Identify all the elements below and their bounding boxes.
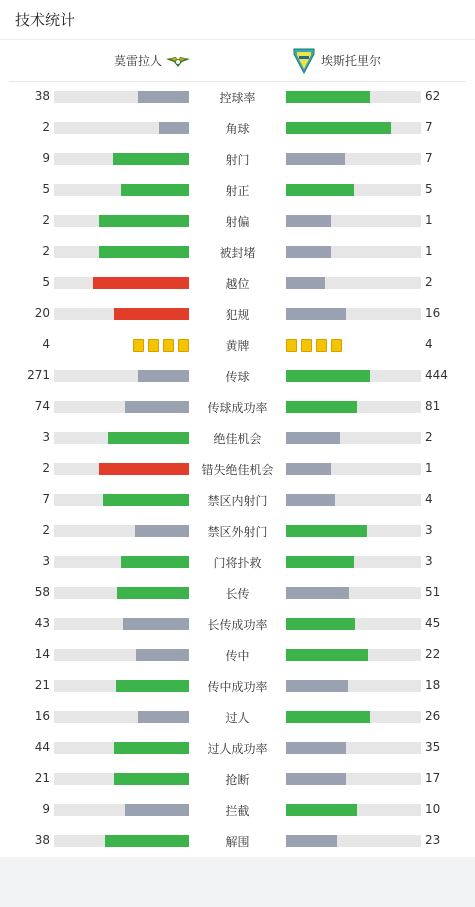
away-bar-track (286, 432, 421, 444)
away-value: 18 (425, 678, 441, 692)
stat-row (0, 609, 475, 640)
stat-row (0, 330, 475, 361)
stat-label: 传球 (225, 370, 250, 384)
home-bar-track (54, 370, 189, 382)
home-bar (135, 525, 189, 537)
stat-label: 长传 (225, 587, 250, 601)
stat-label: 解围 (225, 835, 250, 849)
away-value: 10 (425, 802, 441, 816)
home-bar-track (54, 308, 189, 320)
home-bar (114, 773, 189, 785)
stat-label: 射偏 (225, 215, 250, 229)
stat-row (0, 82, 475, 113)
away-bar (286, 742, 346, 754)
away-value: 2 (425, 430, 433, 444)
yellow-card-icon (286, 339, 297, 352)
home-bar-track (54, 184, 189, 196)
home-value: 9 (42, 151, 50, 165)
home-bar-track (54, 711, 189, 723)
home-value: 2 (42, 244, 50, 258)
stat-label: 禁区内射门 (207, 494, 268, 508)
home-bar-track (54, 215, 189, 227)
home-bar-track (54, 246, 189, 258)
away-bar-track (286, 308, 421, 320)
away-bar (286, 804, 357, 816)
away-bar-track (286, 742, 421, 754)
stat-label: 禁区外射门 (207, 525, 268, 539)
away-bar (286, 463, 331, 475)
away-bar (286, 556, 354, 568)
away-bar-track (286, 463, 421, 475)
home-bar (117, 587, 189, 599)
home-bar-track (54, 525, 189, 537)
stat-row (0, 733, 475, 764)
stat-row (0, 423, 475, 454)
home-bar (99, 463, 189, 475)
stat-label: 抢断 (225, 773, 250, 787)
stat-row (0, 516, 475, 547)
home-bar-track (54, 804, 189, 816)
yellow-card-icon (163, 339, 174, 352)
stat-row (0, 392, 475, 423)
away-bar (286, 773, 346, 785)
away-bar (286, 215, 331, 227)
away-bar-track (286, 835, 421, 847)
stat-row (0, 795, 475, 826)
away-value: 2 (425, 275, 433, 289)
home-bar-track (54, 773, 189, 785)
away-value: 81 (425, 399, 441, 413)
away-bar (286, 401, 357, 413)
away-team-name: 埃斯托里尔 (321, 54, 382, 68)
away-bar (286, 618, 355, 630)
away-bar-track (286, 556, 421, 568)
home-bar (121, 184, 189, 196)
away-bar (286, 494, 335, 506)
away-value: 45 (425, 616, 441, 630)
stat-row (0, 268, 475, 299)
home-value: 38 (34, 89, 50, 103)
team-header (9, 40, 466, 82)
away-bar (286, 711, 370, 723)
home-value: 58 (34, 585, 50, 599)
stat-label: 角球 (225, 122, 250, 136)
away-bar-track (286, 618, 421, 630)
stat-label: 黄牌 (225, 339, 250, 353)
home-bar-track (54, 556, 189, 568)
stat-label: 传中成功率 (207, 680, 268, 694)
home-value: 7 (42, 492, 50, 506)
home-bar (113, 153, 189, 165)
stat-label: 门将扑救 (213, 556, 262, 570)
home-team-crest-icon (165, 54, 191, 68)
home-bar (99, 215, 189, 227)
home-bar-track (54, 122, 189, 134)
home-bar-track (54, 463, 189, 475)
stat-row (0, 113, 475, 144)
away-value: 7 (425, 151, 433, 165)
home-bar (103, 494, 189, 506)
away-bar (286, 308, 346, 320)
away-value: 7 (425, 120, 433, 134)
home-bar-track (54, 401, 189, 413)
away-team-crest-icon (293, 48, 315, 74)
away-value: 5 (425, 182, 433, 196)
home-bar (123, 618, 189, 630)
away-yellow-cards (286, 339, 421, 352)
yellow-card-icon (331, 339, 342, 352)
away-bar-track (286, 649, 421, 661)
away-bar-track (286, 587, 421, 599)
stat-row (0, 702, 475, 733)
home-bar-track (54, 277, 189, 289)
stat-row (0, 764, 475, 795)
away-bar (286, 835, 337, 847)
away-bar-track (286, 277, 421, 289)
away-bar (286, 153, 345, 165)
stat-label: 越位 (225, 277, 250, 291)
away-value: 17 (425, 771, 441, 785)
away-bar-track (286, 91, 421, 103)
away-bar-track (286, 804, 421, 816)
home-value: 5 (42, 275, 50, 289)
home-bar-track (54, 680, 189, 692)
home-bar (121, 556, 189, 568)
stat-row (0, 144, 475, 175)
stat-row (0, 361, 475, 392)
away-bar-track (286, 680, 421, 692)
stat-label: 射门 (225, 153, 250, 167)
stat-row (0, 454, 475, 485)
away-bar-track (286, 711, 421, 723)
home-value: 9 (42, 802, 50, 816)
home-value: 2 (42, 213, 50, 227)
away-value: 1 (425, 213, 433, 227)
home-value: 21 (34, 678, 50, 692)
home-bar (93, 277, 189, 289)
away-value: 16 (425, 306, 441, 320)
away-value: 4 (425, 337, 433, 351)
away-value: 1 (425, 244, 433, 258)
yellow-card-icon (316, 339, 327, 352)
away-bar-track (286, 153, 421, 165)
home-value: 38 (34, 833, 50, 847)
yellow-card-icon (148, 339, 159, 352)
away-bar-track (286, 184, 421, 196)
home-value: 21 (34, 771, 50, 785)
stat-label: 绝佳机会 (213, 432, 262, 446)
stat-label: 过人 (225, 711, 250, 725)
away-bar (286, 277, 325, 289)
stat-row (0, 671, 475, 702)
home-bar-track (54, 494, 189, 506)
home-bar (99, 246, 189, 258)
home-yellow-cards (54, 339, 189, 352)
stat-row (0, 640, 475, 671)
home-bar-track (54, 587, 189, 599)
away-value: 444 (425, 368, 448, 382)
away-value: 35 (425, 740, 441, 754)
home-bar-track (54, 432, 189, 444)
stat-label: 犯规 (225, 308, 250, 322)
home-bar (125, 401, 189, 413)
home-value: 271 (27, 368, 50, 382)
stat-row (0, 299, 475, 330)
stat-row (0, 175, 475, 206)
home-bar (114, 742, 189, 754)
home-bar-track (54, 835, 189, 847)
away-bar (286, 122, 391, 134)
away-bar (286, 432, 340, 444)
away-bar-track (286, 370, 421, 382)
stat-row (0, 826, 475, 857)
yellow-card-icon (178, 339, 189, 352)
home-value: 20 (34, 306, 50, 320)
stat-row (0, 485, 475, 516)
home-value: 4 (42, 337, 50, 351)
away-value: 3 (425, 554, 433, 568)
stat-row (0, 206, 475, 237)
home-bar-track (54, 742, 189, 754)
home-bar (105, 835, 189, 847)
home-value: 14 (34, 647, 50, 661)
stat-label: 过人成功率 (207, 742, 268, 756)
home-value: 3 (42, 554, 50, 568)
away-bar (286, 680, 348, 692)
home-bar-track (54, 153, 189, 165)
stat-label: 射正 (225, 184, 250, 198)
away-bar (286, 184, 354, 196)
away-value: 3 (425, 523, 433, 537)
yellow-card-icon (301, 339, 312, 352)
home-team-name: 莫雷拉人 (113, 54, 162, 68)
home-bar-track (54, 618, 189, 630)
home-value: 3 (42, 430, 50, 444)
away-bar (286, 370, 370, 382)
home-bar (114, 308, 189, 320)
stat-label: 传球成功率 (207, 401, 268, 415)
away-bar-track (286, 246, 421, 258)
away-team[interactable] (293, 40, 381, 81)
stat-label: 拦截 (225, 804, 250, 818)
away-value: 26 (425, 709, 441, 723)
home-bar (159, 122, 189, 134)
home-bar (125, 804, 189, 816)
home-bar (108, 432, 189, 444)
home-value: 16 (34, 709, 50, 723)
away-bar-track (286, 215, 421, 227)
home-value: 43 (34, 616, 50, 630)
away-value: 62 (425, 89, 441, 103)
yellow-card-icon (133, 339, 144, 352)
home-value: 2 (42, 120, 50, 134)
away-bar (286, 649, 368, 661)
stat-label: 传中 (225, 649, 250, 663)
home-value: 5 (42, 182, 50, 196)
away-value: 23 (425, 833, 441, 847)
home-bar (116, 680, 189, 692)
stat-label: 错失绝佳机会 (201, 463, 274, 477)
away-bar (286, 525, 367, 537)
stat-label: 被封堵 (219, 246, 256, 260)
home-value: 44 (34, 740, 50, 754)
stat-row (0, 547, 475, 578)
home-value: 2 (42, 461, 50, 475)
away-bar-track (286, 401, 421, 413)
away-bar-track (286, 525, 421, 537)
stats-list (0, 82, 475, 857)
away-bar (286, 587, 349, 599)
home-bar-track (54, 91, 189, 103)
home-bar-track (54, 649, 189, 661)
home-team[interactable] (114, 40, 191, 81)
away-value: 4 (425, 492, 433, 506)
home-bar (138, 711, 189, 723)
stat-label: 长传成功率 (207, 618, 268, 632)
away-bar-track (286, 773, 421, 785)
home-value: 2 (42, 523, 50, 537)
away-bar (286, 246, 331, 258)
home-bar (138, 370, 189, 382)
away-value: 1 (425, 461, 433, 475)
stat-label: 控球率 (219, 91, 256, 105)
away-bar-track (286, 122, 421, 134)
stat-row (0, 578, 475, 609)
away-value: 22 (425, 647, 441, 661)
section-title: 技术统计 (0, 0, 475, 40)
away-value: 51 (425, 585, 441, 599)
home-bar (138, 91, 189, 103)
home-value: 74 (34, 399, 50, 413)
home-bar (136, 649, 189, 661)
stat-row (0, 237, 475, 268)
away-bar-track (286, 494, 421, 506)
away-bar (286, 91, 370, 103)
